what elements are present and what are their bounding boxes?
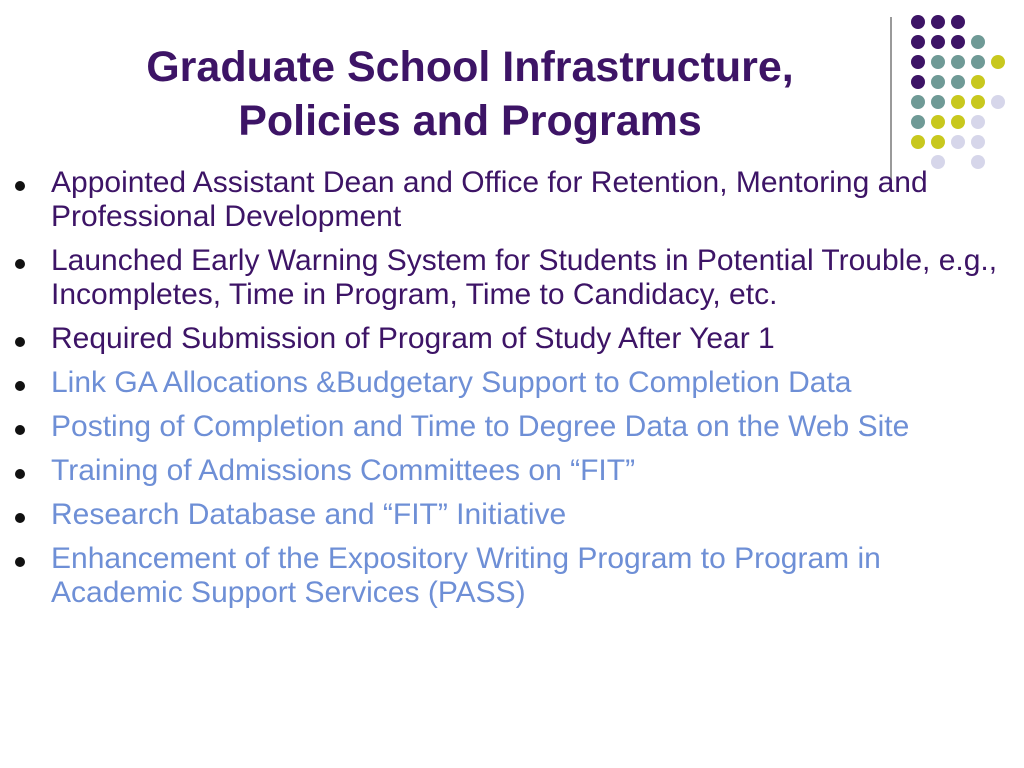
- decor-dot: [991, 95, 1005, 109]
- decor-dot: [931, 95, 945, 109]
- decor-dot: [931, 35, 945, 49]
- decor-dot: [911, 55, 925, 69]
- bullet-item: [0, 244, 1024, 312]
- title-line-1: Graduate School Infrastructure,: [146, 43, 794, 91]
- bullet-dot-icon: [15, 469, 25, 479]
- decor-dot: [971, 35, 985, 49]
- bullet-list: [0, 166, 1024, 620]
- decor-dot: [951, 95, 965, 109]
- decor-dot: [971, 115, 985, 129]
- bullet-text: Research Database and “FIT” Initiative: [51, 498, 567, 531]
- bullet-text: Link GA Allocations &Budgetary Support to Completion Data: [51, 366, 852, 399]
- decor-dot: [931, 55, 945, 69]
- bullet-dot-icon: [15, 557, 25, 567]
- bullet-dot-icon: [15, 425, 25, 435]
- decor-dot: [991, 55, 1005, 69]
- decor-dot: [931, 135, 945, 149]
- decor-dot: [951, 35, 965, 49]
- decor-dot: [931, 115, 945, 129]
- bullet-item: [0, 322, 1024, 356]
- decor-dot: [911, 135, 925, 149]
- decor-dot: [911, 15, 925, 29]
- bullet-item: [0, 410, 1024, 444]
- bullet-text: Enhancement of the Expository Writing Program to Program in Academic Support Services (PASS): [51, 542, 881, 609]
- decor-dot: [951, 135, 965, 149]
- bullet-item: [0, 454, 1024, 488]
- decor-dot: [971, 55, 985, 69]
- bullet-dot-icon: [15, 337, 25, 347]
- decor-dot: [971, 135, 985, 149]
- bullet-text: Appointed Assistant Dean and Office for Retention, Mentoring and Professional Development: [51, 166, 928, 233]
- decor-dot: [931, 75, 945, 89]
- bullet-dot-icon: [15, 259, 25, 269]
- decor-dot: [951, 75, 965, 89]
- decor-dot: [951, 55, 965, 69]
- bullet-item: [0, 366, 1024, 400]
- title-line-2: Policies and Programs: [238, 97, 702, 145]
- decor-dot: [911, 75, 925, 89]
- decor-dot: [971, 95, 985, 109]
- decor-dot: [931, 15, 945, 29]
- bullet-item: [0, 166, 1024, 234]
- decor-dot: [971, 75, 985, 89]
- bullet-text: Required Submission of Program of Study After Year 1: [51, 322, 775, 355]
- decor-dot: [911, 35, 925, 49]
- bullet-text: Posting of Completion and Time to Degree Data on the Web Site: [51, 410, 910, 443]
- bullet-item: [0, 498, 1024, 532]
- bullet-dot-icon: [15, 381, 25, 391]
- bullet-text: Training of Admissions Committees on “FIT”: [51, 454, 636, 487]
- bullet-item: [0, 542, 1024, 610]
- decor-dot: [911, 115, 925, 129]
- decor-dot: [951, 115, 965, 129]
- bullet-text: Launched Early Warning System for Students in Potential Trouble, e.g., Incompletes, Time in Program, Time to Candidacy, etc.: [51, 244, 998, 311]
- decor-dot: [951, 15, 965, 29]
- decor-dot: [911, 95, 925, 109]
- bullet-dot-icon: [15, 181, 25, 191]
- bullet-dot-icon: [15, 513, 25, 523]
- slide-title: [30, 40, 910, 148]
